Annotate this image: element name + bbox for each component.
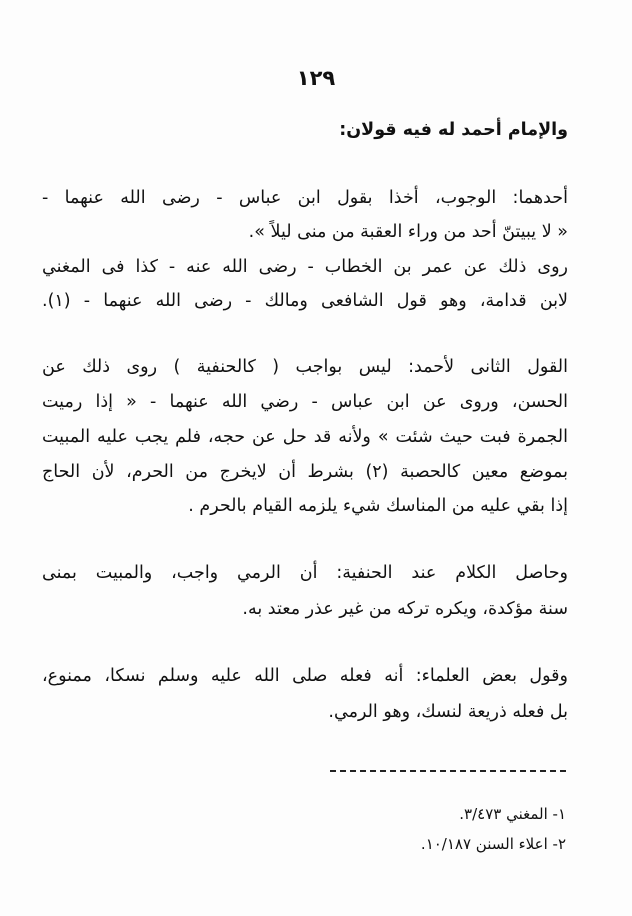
footnote-1: ١- المغني ٣/٤٧٣. [459,805,566,823]
para2-line-5: إذا بقي عليه من المناسك شيء يلزمه القيام بالحرم . [188,496,568,516]
footnote-2: ٢- اعلاء السنن ١٠/١٨٧. [420,835,566,853]
para4-line-2: بل فعله ذريعة لنسك، وهو الرمي. [328,702,568,722]
para1-line-3: روى ذلك عن عمر بن الخطاب - رضى الله عنه - كذا فى المغني [42,257,568,277]
para2-line-3: الجمرة فبت حيث شئت » ولأنه قد حل عن حجه، فلم يجب عليه المبيت [42,427,568,447]
para2-line-2: الحسن، وروى عن ابن عباس - رضي الله عنهما - « إذا رميت [42,392,568,412]
para4-line-1: وقول بعض العلماء: أنه فعله صلى الله عليه وسلم نسكا، ممنوع، [42,666,568,686]
intro-line: والإمام أحمد له فيه قولان: [339,120,568,140]
footnote-separator [330,770,566,772]
page-number: ١٢٩ [296,66,336,90]
para1-line-1: أحدهما: الوجوب، أخذا بقول ابن عباس - رضى الله عنهما - [42,188,568,208]
para2-line-1: القول الثانى لأحمد: ليس بواجب ( كالحنفية ) روى ذلك عن [42,357,568,377]
para1-line-2: « لا يبيتنّ أحد من وراء العقبة من منى ليلاً ». [248,222,568,242]
para3-line-2: سنة مؤكدة، ويكره تركه من غير عذر معتد به. [242,599,568,619]
para3-line-1: وحاصل الكلام عند الحنفية: أن الرمي واجب، والمبيت بمنى [42,563,568,583]
para1-line-4: لابن قدامة، وهو قول الشافعى ومالك - رضى الله عنهما - (١). [42,291,568,311]
para2-line-4: بموضع معين كالحصبة (٢) بشرط أن لايخرج من الحرم، لأن الحاج [42,462,568,482]
